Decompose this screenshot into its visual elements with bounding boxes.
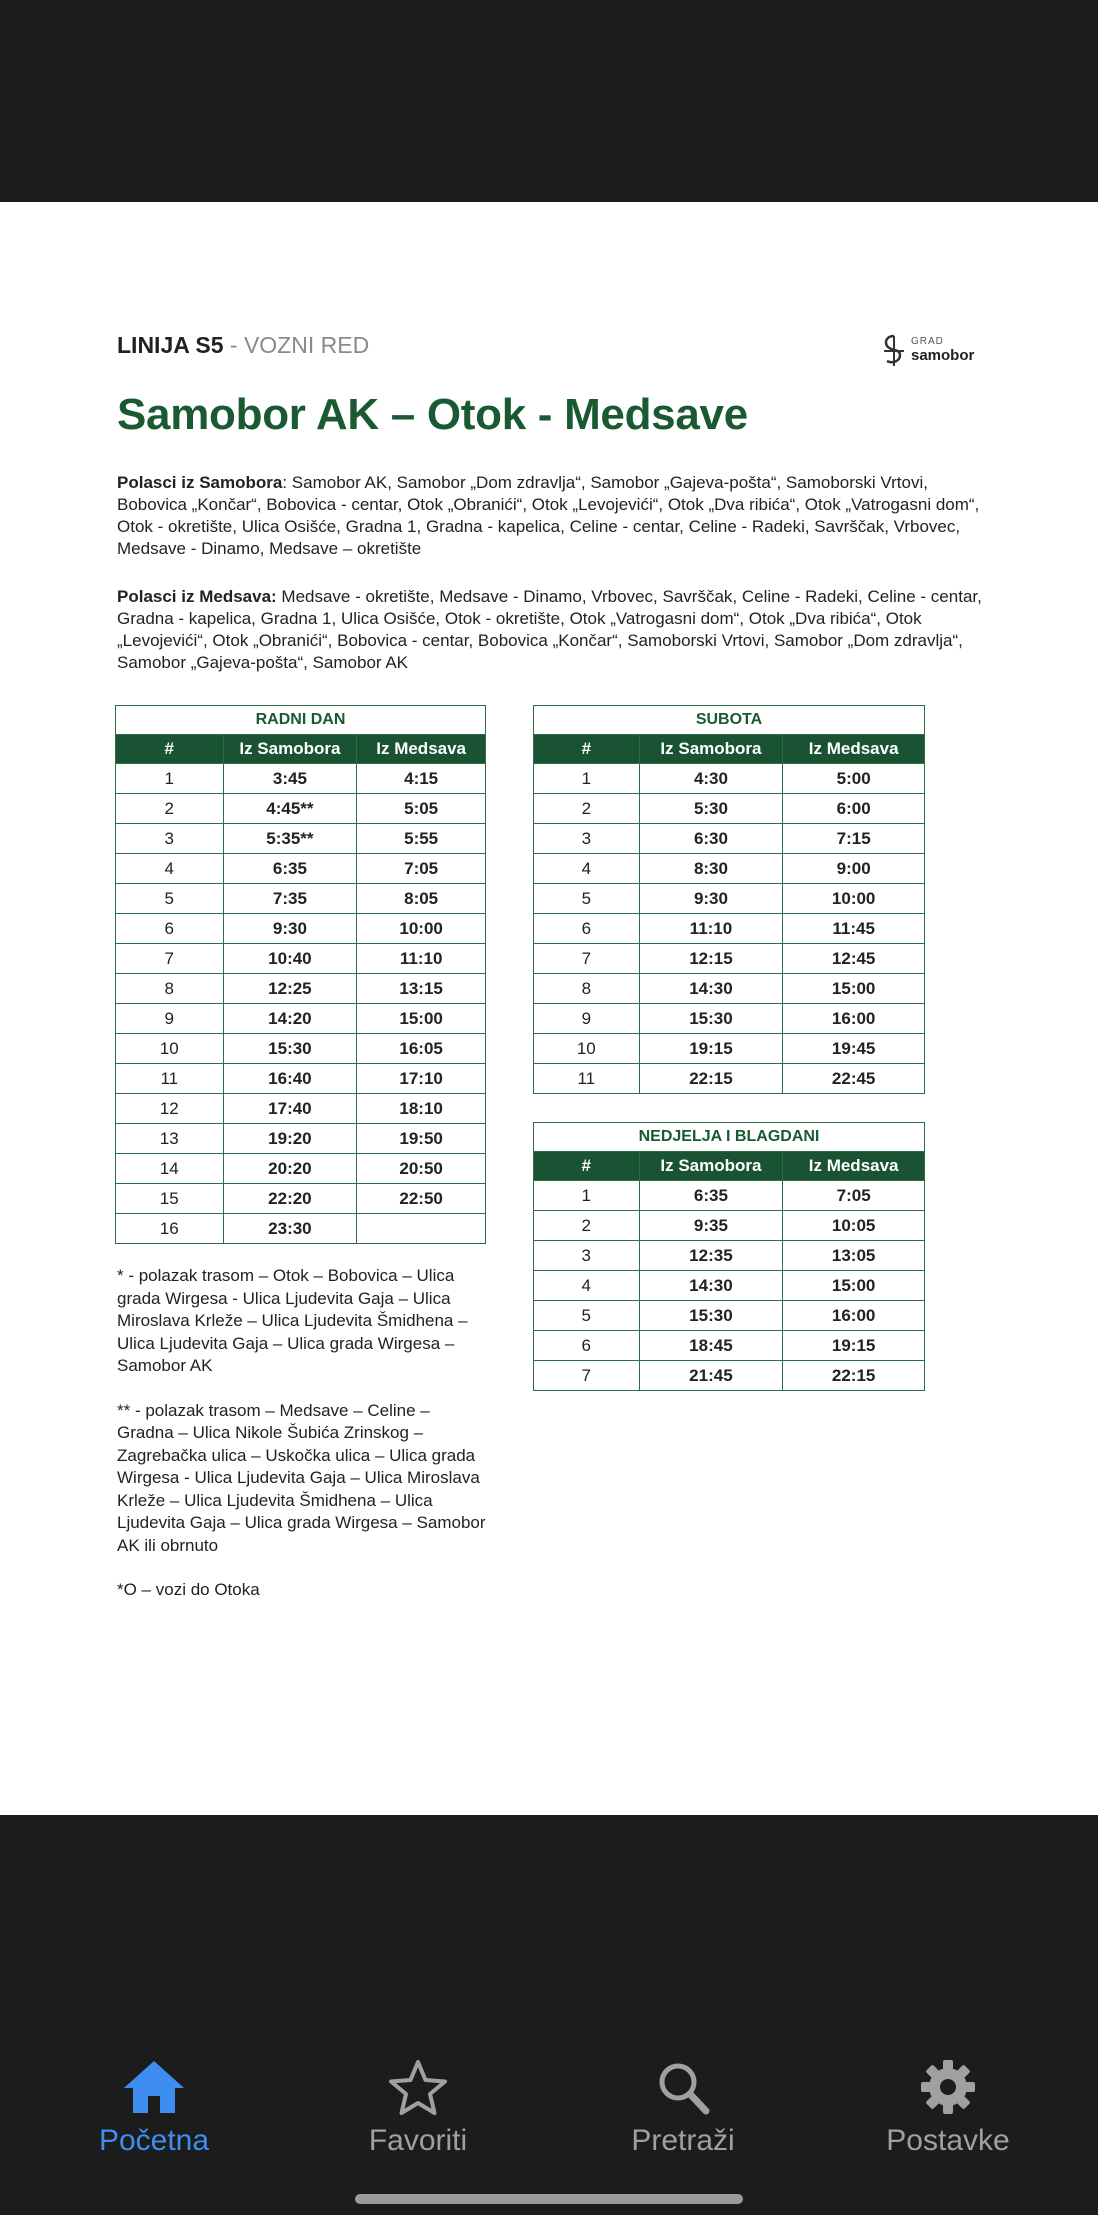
row-number: 8 (534, 974, 640, 1004)
time-from-samobor: 17:40 (223, 1094, 357, 1124)
time-from-samobor: 11:10 (639, 914, 783, 944)
time-from-medsave: 7:15 (783, 824, 925, 854)
col-header-number: # (534, 735, 640, 764)
row-number: 5 (534, 1301, 640, 1331)
nav-label: Favoriti (368, 2124, 468, 2157)
table-row (534, 794, 925, 824)
time-from-medsave: 19:50 (357, 1124, 486, 1154)
time-from-samobor: 4:30 (639, 764, 783, 794)
time-from-medsave: 13:15 (357, 974, 486, 1004)
time-from-samobor: 6:35 (223, 854, 357, 884)
row-number: 4 (534, 854, 640, 884)
time-from-medsave: 7:05 (357, 854, 486, 884)
table-radni-dan (115, 705, 486, 1244)
table-nedjelja (533, 1122, 925, 1391)
nav-label: Početna (98, 2124, 210, 2157)
time-from-samobor: 22:15 (639, 1064, 783, 1094)
time-from-samobor: 5:35** (223, 824, 357, 854)
row-number: 13 (116, 1124, 224, 1154)
row-number: 1 (534, 764, 640, 794)
time-from-medsave: 5:55 (357, 824, 486, 854)
row-number: 7 (534, 1361, 640, 1391)
table-row (116, 974, 486, 1004)
table-row (534, 1361, 925, 1391)
time-from-samobor: 12:35 (639, 1241, 783, 1271)
table-row (534, 764, 925, 794)
row-number: 9 (534, 1004, 640, 1034)
time-from-medsave: 10:05 (783, 1211, 925, 1241)
row-number: 16 (116, 1214, 224, 1244)
table-row (534, 1004, 925, 1034)
time-from-samobor: 5:30 (639, 794, 783, 824)
time-from-samobor: 9:30 (223, 914, 357, 944)
line-sub: - VOZNI RED (223, 332, 370, 358)
row-number: 3 (116, 824, 224, 854)
gear-icon (915, 2058, 981, 2116)
row-number: 3 (534, 1241, 640, 1271)
time-from-medsave: 8:05 (357, 884, 486, 914)
footnotes (117, 1265, 489, 1624)
row-number: 6 (534, 914, 640, 944)
nav-item-favoriti[interactable] (308, 2058, 528, 2188)
time-from-medsave: 5:05 (357, 794, 486, 824)
row-number: 3 (534, 824, 640, 854)
table-row (116, 794, 486, 824)
time-from-samobor: 12:15 (639, 944, 783, 974)
row-number: 15 (116, 1184, 224, 1214)
table-row (534, 914, 925, 944)
table-row (116, 854, 486, 884)
row-number: 1 (116, 764, 224, 794)
row-number: 8 (116, 974, 224, 1004)
time-from-samobor: 10:40 (223, 944, 357, 974)
col-header-from-medsave: Iz Medsava (783, 735, 925, 764)
time-from-samobor: 9:30 (639, 884, 783, 914)
footnote-otok: *O – vozi do Otoka (117, 1580, 260, 1599)
table-row (534, 824, 925, 854)
time-from-medsave: 11:10 (357, 944, 486, 974)
from-samobor-label: Polasci iz Samobora (117, 473, 283, 492)
time-from-samobor: 20:20 (223, 1154, 357, 1184)
time-from-medsave: 15:00 (783, 974, 925, 1004)
time-from-medsave: 4:15 (357, 764, 486, 794)
row-number: 10 (116, 1034, 224, 1064)
table-row (534, 1331, 925, 1361)
table-caption: RADNI DAN (116, 706, 486, 735)
time-from-samobor: 7:35 (223, 884, 357, 914)
row-number: 1 (534, 1181, 640, 1211)
row-number: 2 (116, 794, 224, 824)
col-header-from-samobor: Iz Samobora (639, 1152, 783, 1181)
table-row (534, 1301, 925, 1331)
table-row (116, 1094, 486, 1124)
col-header-number: # (116, 735, 224, 764)
time-from-samobor: 22:20 (223, 1184, 357, 1214)
table-row (534, 944, 925, 974)
table-row (116, 764, 486, 794)
table-row (116, 824, 486, 854)
table-row (116, 944, 486, 974)
table-row (534, 854, 925, 884)
time-from-medsave: 11:45 (783, 914, 925, 944)
footnote-single-star: * - polazak trasom – Otok – Bobovica – Ulica grada Wirgesa - Ulica Ljudevita Gaja – Ulica Miroslava Krleže – Ulica Ljudevita Šmidhena – Ulica Ljudevita Gaja – Ulica grada Wirgesa – Samobor AK (117, 1266, 468, 1375)
table-row (534, 884, 925, 914)
line-label: LINIJA S5 - VOZNI RED (117, 332, 370, 358)
search-icon (650, 2058, 716, 2116)
table-row (116, 1214, 486, 1244)
table-row (116, 1004, 486, 1034)
row-number: 12 (116, 1094, 224, 1124)
row-number: 7 (534, 944, 640, 974)
footnote-double-star: ** - polazak trasom – Medsave – Celine – Gradna – Ulica Nikole Šubića Zrinskog – Zagrebačka ulica – Uskočka ulica – Ulica grada Wirgesa - Ulica Ljudevita Gaja – Ulica Miroslava Krleže – Ulica Ljudevita Šmidhena – Ulica Ljudevita Gaja – Ulica grada Wirgesa – Samobor AK ili obrnuto (117, 1400, 486, 1555)
table-row (116, 1184, 486, 1214)
nav-item-pocetna[interactable] (44, 2058, 264, 2188)
time-from-medsave: 22:15 (783, 1361, 925, 1391)
from-medsave-label: Polasci iz Medsava: (117, 587, 277, 606)
table-row (534, 1064, 925, 1094)
time-from-samobor: 21:45 (639, 1361, 783, 1391)
table-row (116, 1124, 486, 1154)
row-number: 5 (116, 884, 224, 914)
nav-item-postavke[interactable] (838, 2058, 1058, 2188)
col-header-number: # (534, 1152, 640, 1181)
time-from-medsave: 17:10 (357, 1064, 486, 1094)
table-row (116, 914, 486, 944)
time-from-medsave: 15:00 (357, 1004, 486, 1034)
star-icon (385, 2058, 451, 2116)
table-caption: SUBOTA (534, 706, 925, 735)
time-from-medsave: 19:45 (783, 1034, 925, 1064)
row-number: 7 (116, 944, 224, 974)
time-from-medsave (357, 1214, 486, 1244)
time-from-medsave: 19:15 (783, 1331, 925, 1361)
time-from-medsave: 7:05 (783, 1181, 925, 1211)
table-row (116, 1154, 486, 1184)
table-row (534, 1181, 925, 1211)
time-from-medsave: 6:00 (783, 794, 925, 824)
time-from-samobor: 15:30 (223, 1034, 357, 1064)
time-from-medsave: 22:45 (783, 1064, 925, 1094)
row-number: 10 (534, 1034, 640, 1064)
home-icon (121, 2058, 187, 2116)
time-from-samobor: 6:30 (639, 824, 783, 854)
time-from-samobor: 19:20 (223, 1124, 357, 1154)
logo-mark-icon (881, 334, 907, 368)
table-row (534, 1241, 925, 1271)
home-indicator[interactable] (355, 2194, 743, 2204)
row-number: 2 (534, 1211, 640, 1241)
logo-bottom-text: samobor (911, 347, 975, 364)
time-from-medsave: 15:00 (783, 1271, 925, 1301)
time-from-samobor: 18:45 (639, 1331, 783, 1361)
time-from-samobor: 19:15 (639, 1034, 783, 1064)
row-number: 4 (116, 854, 224, 884)
time-from-medsave: 13:05 (783, 1241, 925, 1271)
table-row (116, 1034, 486, 1064)
grad-samobor-logo (881, 332, 991, 372)
nav-item-pretrazi[interactable] (573, 2058, 793, 2188)
time-from-medsave: 16:00 (783, 1004, 925, 1034)
table-row (534, 1034, 925, 1064)
table-caption: NEDJELJA I BLAGDANI (534, 1123, 925, 1152)
departures-from-medsave (117, 586, 997, 674)
time-from-medsave: 12:45 (783, 944, 925, 974)
time-from-samobor: 9:35 (639, 1211, 783, 1241)
time-from-samobor: 23:30 (223, 1214, 357, 1244)
time-from-samobor: 3:45 (223, 764, 357, 794)
table-row (116, 1064, 486, 1094)
table-row (116, 884, 486, 914)
time-from-medsave: 10:00 (783, 884, 925, 914)
time-from-samobor: 16:40 (223, 1064, 357, 1094)
route-title: Samobor AK – Otok - Medsave (117, 390, 748, 439)
col-header-from-medsave: Iz Medsava (357, 735, 486, 764)
table-row (534, 1211, 925, 1241)
col-header-from-samobor: Iz Samobora (639, 735, 783, 764)
row-number: 9 (116, 1004, 224, 1034)
time-from-samobor: 8:30 (639, 854, 783, 884)
from-samobor-stops: : Samobor AK, Samobor „Dom zdravlja“, Samobor „Gajeva-pošta“, Samoborski Vrtovi, Bobovica „Končar“, Bobovica - centar, Otok „Obranići“, Otok „Levojevići“, Otok „Dva ribića“, Otok „Vatrogasni dom“, Otok - okretište, Ulica Osišće, Gradna 1, Gradna - kapelica, Celine - centar, Celine - Radeki, Savrščak, Vrbovec, Medsave - Dinamo, Medsave – okretište (117, 473, 980, 558)
row-number: 6 (116, 914, 224, 944)
row-number: 4 (534, 1271, 640, 1301)
nav-label: Postavke (886, 2124, 1010, 2157)
time-from-medsave: 22:50 (357, 1184, 486, 1214)
from-medsave-stops: Medsave - okretište, Medsave - Dinamo, Vrbovec, Savrščak, Celine - Radeki, Celine - centar, Gradna - kapelica, Gradna 1, Ulica Osišće, Otok - okretište, Otok „Vatrogasni dom“, Otok „Dva ribića“, Otok „Levojevići“, Otok „Obranići“, Bobovica - centar, Bobovica „Končar“, Samoborski Vrtovi, Samobor „Dom zdravlja“, Samobor „Gajeva-pošta“, Samobor AK (117, 587, 982, 672)
document-header (117, 332, 991, 372)
time-from-medsave: 10:00 (357, 914, 486, 944)
row-number: 11 (116, 1064, 224, 1094)
row-number: 11 (534, 1064, 640, 1094)
time-from-medsave: 5:00 (783, 764, 925, 794)
time-from-medsave: 18:10 (357, 1094, 486, 1124)
timetable-document (0, 202, 1098, 1815)
row-number: 14 (116, 1154, 224, 1184)
table-row (534, 974, 925, 1004)
col-header-from-medsave: Iz Medsava (783, 1152, 925, 1181)
logo-top-text: GRAD (911, 336, 944, 347)
col-header-from-samobor: Iz Samobora (223, 735, 357, 764)
time-from-medsave: 16:00 (783, 1301, 925, 1331)
time-from-samobor: 6:35 (639, 1181, 783, 1211)
time-from-samobor: 4:45** (223, 794, 357, 824)
bottom-navigation (0, 2058, 1098, 2188)
time-from-medsave: 9:00 (783, 854, 925, 884)
table-row (534, 1271, 925, 1301)
row-number: 5 (534, 884, 640, 914)
time-from-samobor: 15:30 (639, 1004, 783, 1034)
departures-from-samobor (117, 472, 997, 560)
nav-label: Pretraži (631, 2124, 735, 2157)
time-from-samobor: 14:30 (639, 1271, 783, 1301)
row-number: 6 (534, 1331, 640, 1361)
time-from-samobor: 12:25 (223, 974, 357, 1004)
row-number: 2 (534, 794, 640, 824)
time-from-medsave: 16:05 (357, 1034, 486, 1064)
table-subota (533, 705, 925, 1094)
time-from-samobor: 14:30 (639, 974, 783, 1004)
time-from-samobor: 15:30 (639, 1301, 783, 1331)
time-from-samobor: 14:20 (223, 1004, 357, 1034)
time-from-medsave: 20:50 (357, 1154, 486, 1184)
